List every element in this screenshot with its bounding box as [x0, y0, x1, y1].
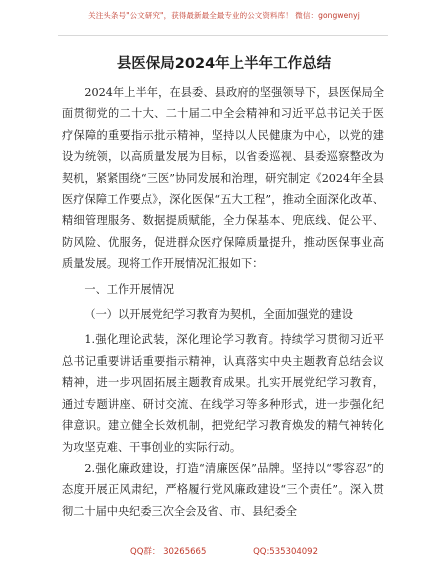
document-body: [62, 82, 384, 522]
body-paragraph: 2.强化廉政建设，打造“清廉医保”品牌。坚持以“零容忍”的态度开展正风肃纪，严格履行党风廉政建设“三个责任”。深入贯彻二十届中央纪委三次全会及省、市、县纪委全: [62, 461, 384, 518]
intro-paragraph: 2024年上半年，在县委、县政府的坚强领导下，县医保局全面贯彻党的二十大、二十届二中全会精神和习近平总书记关于医疗保障的重要指示批示精神，坚持以人民健康为中心，以党的建设为统领，以高质量发展为目标，以省委巡视、县委巡察整改为契机，紧紧围绕“三医”协同发展和治理，研究制定《2024年全县医疗保障工作要点》，深化医保“五大工程”，推动全面深化改革、精细管理服务、数据提质赋能，全力保基本、兜底线、促公平、防风险、优服务，促进群众医疗保障质量提升，推动医保事业高质量发展。现将工作开展情况汇报如下：: [62, 86, 384, 271]
footer-contact: [0, 545, 448, 557]
header-divider: [58, 35, 388, 36]
document-title: 县医保局2024年上半年工作总结: [116, 56, 332, 72]
section-heading: 一、工作开展情况: [84, 282, 174, 296]
header-banner: 关注头条号"公文研究"，获得最新最全最专业的公文资料库！ 微信：gongwenyj: [88, 11, 360, 20]
footer-qq-number: QQ:535304092: [253, 547, 318, 557]
footer-qq-group: QQ群： 30265665: [130, 547, 207, 557]
body-paragraph: 1.强化理论武装，深化理论学习教育。持续学习贯彻习近平总书记重要讲话重要指示精神，认真落实中央主题教育总结会议精神，进一步巩固拓展主题教育成果。扎实开展党纪学习教育，通过专题讲座、研讨交流、在线学习等多种形式，进一步强化纪律意识。建立健全长效机制，把党纪学习教育焕发的精气神转化为攻坚克难、干事创业的实际行动。: [62, 333, 384, 454]
subsection-heading: （一）以开展党纪学习教育为契机，全面加强党的建设: [84, 308, 353, 322]
